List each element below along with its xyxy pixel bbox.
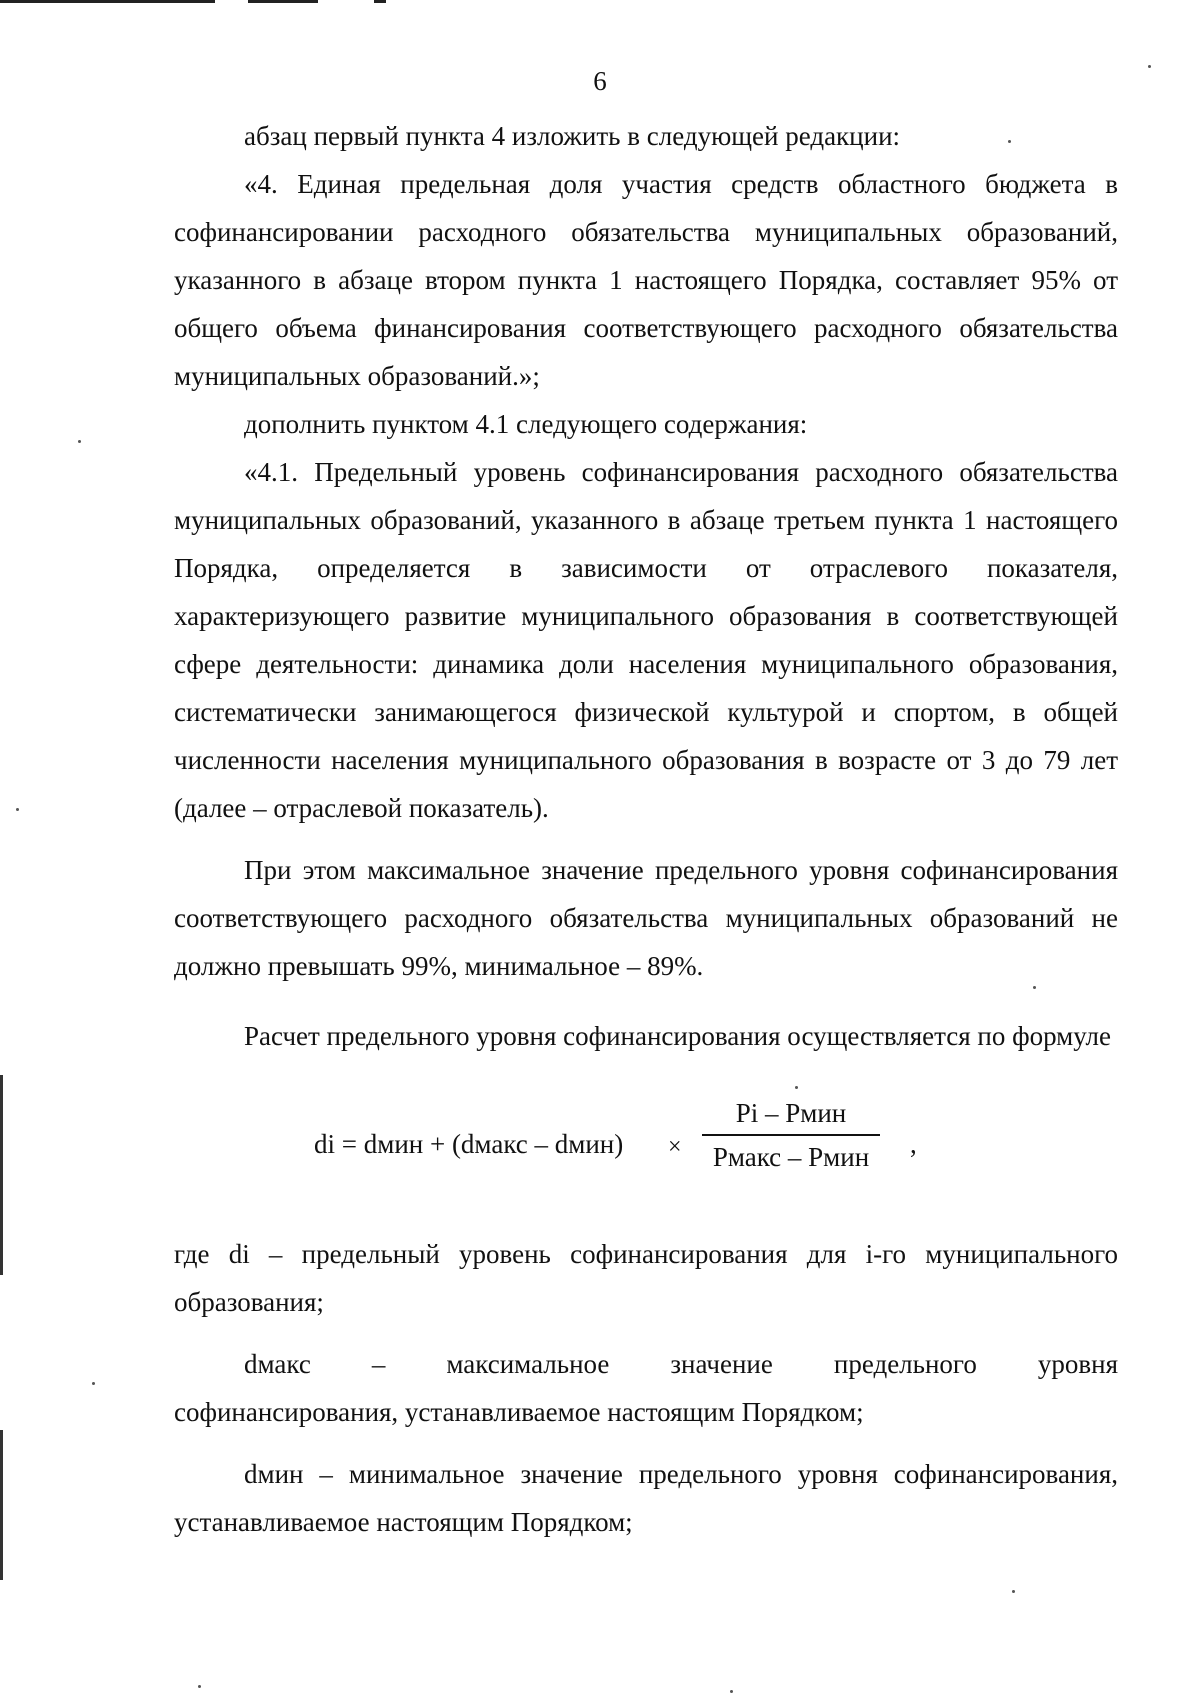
formula-fraction bbox=[702, 1094, 880, 1176]
paragraph: Расчет предельного уровня софинансирования осуществляется по формуле bbox=[244, 1021, 1112, 1051]
paragraph: дополнить пунктом 4.1 следующего содержания: bbox=[244, 409, 808, 439]
document-body bbox=[174, 112, 1118, 1546]
scan-speck bbox=[16, 808, 19, 811]
scan-speck bbox=[730, 1690, 733, 1693]
formula-multiply-sign: × bbox=[668, 1134, 682, 1160]
page-number: 6 bbox=[593, 66, 607, 96]
scan-speck bbox=[1012, 1590, 1015, 1593]
scan-speck bbox=[198, 1685, 201, 1688]
scan-edge-top bbox=[248, 0, 318, 3]
scan-edge-top bbox=[374, 0, 386, 3]
formula bbox=[174, 1080, 1118, 1230]
scan-edge-left bbox=[0, 1075, 3, 1275]
paragraph-line: софинансирования, устанавливаемое настоящим Порядком; bbox=[174, 1397, 864, 1427]
formula-comma: , bbox=[910, 1129, 917, 1159]
paragraph-line: dмакс – максимальное значение предельного уровня bbox=[244, 1349, 1118, 1379]
formula-lhs: di = dмин + (dмакс – dмин) bbox=[314, 1129, 624, 1159]
paragraph: где di – предельный уровень софинансирования для i-го муниципального образования; bbox=[174, 1239, 1118, 1317]
formula-numerator: Pi – Pмин bbox=[702, 1094, 880, 1136]
scan-edge-left bbox=[0, 1430, 3, 1580]
scan-edge-top bbox=[0, 0, 215, 3]
paragraph: абзац первый пункта 4 изложить в следующей редакции: bbox=[244, 121, 901, 151]
formula-denominator: Pмакс – Pмин bbox=[712, 1142, 870, 1172]
paragraph: При этом максимальное значение предельного уровня софинансирования соответствующего расходного обязательства муниципальных образований не должно превышать 99%, минимальное – 89%. bbox=[174, 855, 1118, 981]
scan-speck bbox=[92, 1382, 95, 1385]
paragraph: «4. Единая предельная доля участия средств областного бюджета в софинансировании расходного обязательства муниципальных образований, указанного в абзаце втором пункта 1 настоящего Порядка, составляет 95% от общего объема финансирования соответствующего расходного обязательства муниципальных образований.»; bbox=[174, 169, 1118, 391]
paragraph: dмин – минимальное значение предельного уровня софинансирования, устанавливаемое настоящим Порядком; bbox=[174, 1459, 1118, 1537]
scan-speck bbox=[78, 440, 81, 443]
paragraph: «4.1. Предельный уровень софинансирования расходного обязательства муниципальных образований, указанного в абзаце третьем пункта 1 настоящего Порядка, определяется в зависимости от отраслевого показателя, характеризующего развитие муниципального образования в соответствующей сфере деятельности: динамика доли населения муниципального образования, систематически занимающегося физической культурой и спортом, в общей численности населения муниципального образования в возрасте от 3 до 79 лет (далее – отраслевой показатель). bbox=[174, 457, 1118, 823]
